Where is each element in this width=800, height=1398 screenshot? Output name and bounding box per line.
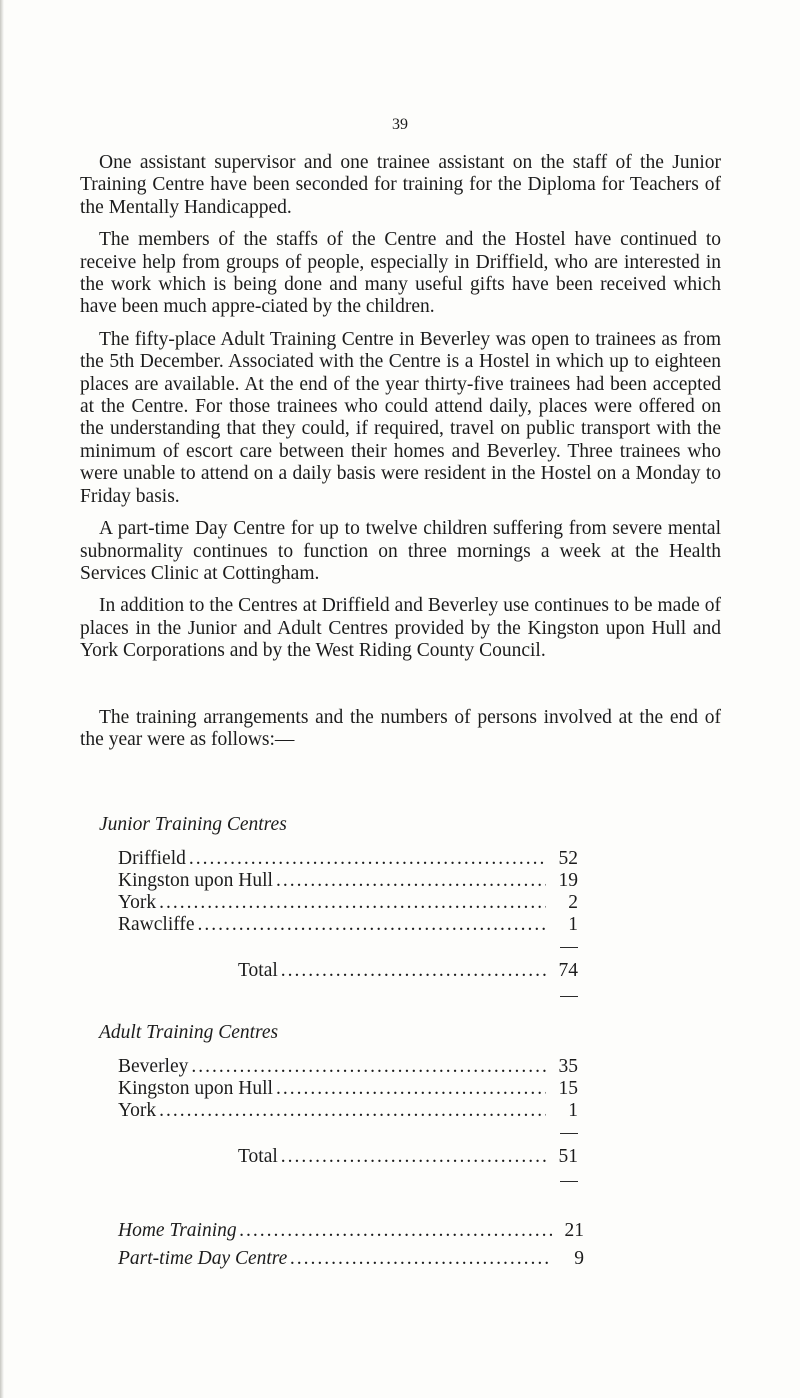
junior-total-row — [238, 960, 578, 982]
adult-subtotal-rule — [560, 1133, 578, 1134]
summary-label: Home Training — [118, 1220, 237, 1241]
row-label: York — [118, 1100, 157, 1121]
total-label: Total — [238, 1146, 278, 1167]
row-value: 1 — [568, 1100, 578, 1121]
adult-total-row — [238, 1146, 578, 1168]
total-label: Total — [238, 960, 278, 981]
total-value: 51 — [558, 1146, 578, 1167]
paragraph-other-centres: In addition to the Centres at Driffield and Beverley use continues to be made of places in the Junior and Adult Centres provided by the Kingston upon Hull and York Corporations and by the West Riding County Council. — [80, 595, 721, 662]
row-value: 2 — [568, 892, 578, 913]
leader-dots — [276, 1078, 546, 1100]
row-value: 35 — [558, 1056, 578, 1077]
adult-heading: Adult Training Centres — [99, 1022, 279, 1043]
row-label: Driffield — [118, 848, 186, 869]
adult-row-kingston — [118, 1078, 578, 1100]
junior-row-rawcliffe — [118, 914, 578, 936]
junior-row-york — [118, 892, 578, 914]
row-label: Beverley — [118, 1056, 189, 1077]
row-value: 19 — [558, 870, 578, 891]
adult-row-beverley — [118, 1056, 578, 1078]
adult-row-york — [118, 1100, 578, 1122]
paragraph-day-centre: A part-time Day Centre for up to twelve children suffering from severe mental subnormality continues to function on three mornings a week at the Health Services Clinic at Cottingham. — [80, 518, 721, 584]
leader-dots — [198, 914, 546, 936]
row-value: 1 — [568, 914, 578, 935]
summary-part-time-day-centre — [118, 1248, 584, 1270]
leader-dots — [281, 1146, 546, 1168]
page-number: 39 — [392, 116, 408, 133]
leader-dots — [276, 870, 546, 892]
row-value: 52 — [558, 848, 578, 869]
summary-home-training — [118, 1220, 584, 1242]
row-label: Kingston upon Hull — [118, 870, 273, 891]
total-value: 74 — [558, 960, 578, 981]
leader-dots — [191, 1056, 546, 1078]
summary-value: 21 — [564, 1220, 584, 1241]
body-text — [80, 152, 721, 761]
paragraph-adult-centre: The fifty-place Adult Training Centre in Beverley was open to trainees as from the 5th December. Associated with the Centre is a Hostel in which up to eighteen places are available. At the end of the year thirty-five trainees had been accepted at the Centre. For those trainees who could attend daily, places were offered on the understanding that they could, if required, travel on public transport with the minimum of escort care between their homes and Beverley. Three trainees who were unable to attend on a daily basis were resident in the Hostel on a Monday to Friday basis. — [80, 328, 721, 507]
junior-heading: Junior Training Centres — [99, 814, 287, 835]
paragraph-arrangements-intro: The training arrangements and the numbers of persons involved at the end of the year were as follows:— — [80, 706, 721, 750]
row-label: York — [118, 892, 157, 913]
row-label: Rawcliffe — [118, 914, 195, 935]
scan-edge — [0, 0, 4, 1398]
row-label: Kingston upon Hull — [118, 1078, 273, 1099]
summary-value: 9 — [574, 1248, 584, 1269]
adult-total-rule — [560, 1181, 578, 1182]
junior-total-rule — [560, 996, 578, 997]
leader-dots — [159, 892, 546, 914]
leader-dots — [240, 1220, 552, 1242]
junior-row-driffield — [118, 848, 578, 870]
leader-dots — [290, 1248, 552, 1270]
junior-subtotal-rule — [560, 947, 578, 948]
leader-dots — [281, 960, 546, 982]
row-value: 15 — [558, 1078, 578, 1099]
leader-dots — [189, 848, 546, 870]
paragraph-staff-seconded: One assistant supervisor and one trainee assistant on the staff of the Junior Training Centre have been seconded for training for the Diploma for Teachers of the Mentally Handicapped. — [80, 152, 721, 218]
leader-dots — [159, 1100, 546, 1122]
junior-row-kingston — [118, 870, 578, 892]
summary-label: Part-time Day Centre — [118, 1248, 288, 1269]
paragraph-help-groups: The members of the staffs of the Centre and the Hostel have continued to receive help from groups of people, especially in Driffield, who are interested in the work which is being done and many useful gifts have been received which have been much appre-ciated by the children. — [80, 229, 721, 318]
